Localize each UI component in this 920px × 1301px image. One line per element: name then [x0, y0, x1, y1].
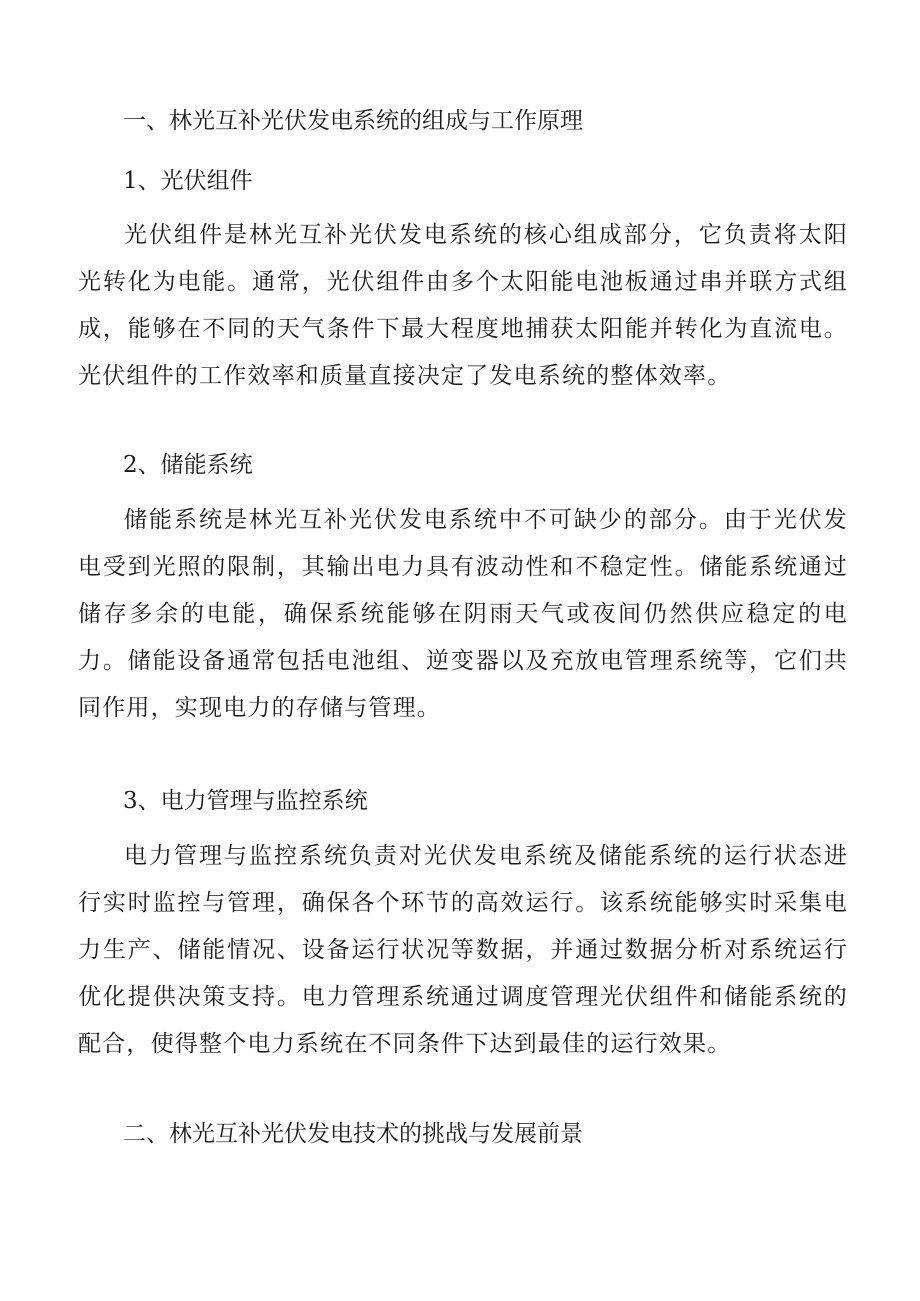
section-heading-1: 一、林光互补光伏发电系统的组成与工作原理 [123, 108, 583, 134]
subsection-heading-energy-storage: 2、储能系统 [123, 452, 253, 478]
subsection-heading-pv-modules: 1、光伏组件 [123, 168, 253, 194]
paragraph-power-management: 电力管理与监控系统负责对光伏发电系统及储能系统的运行状态进行实时监控与管理，确保各个环节的高效运行。该系统能够实时采集电力生产、储能情况、设备运行状况等数据，并通过数据分析对系统运行优化提供决策支持。电力管理系统通过调度管理光伏组件和储能系统的配合，使得整个电力系统在不同条件下达到最佳的运行效果。 [78, 843, 848, 1057]
subsection-heading-power-management: 3、电力管理与监控系统 [123, 788, 368, 814]
paragraph-pv-modules: 光伏组件是林光互补光伏发电系统的核心组成部分，它负责将太阳光转化为电能。通常，光伏组件由多个太阳能电池板通过串并联方式组成，能够在不同的天气条件下最大程度地捕获太阳能并转化为直流电。光伏组件的工作效率和质量直接决定了发电系统的整体效率。 [78, 222, 848, 389]
paragraph-energy-storage: 储能系统是林光互补光伏发电系统中不可缺少的部分。由于光伏发电受到光照的限制，其输出电力具有波动性和不稳定性。储能系统通过储存多余的电能，确保系统能够在阴雨天气或夜间仍然供应稳定的电力。储能设备通常包括电池组、逆变器以及充放电管理系统等，它们共同作用，实现电力的存储与管理。 [78, 507, 848, 721]
section-heading-2: 二、林光互补光伏发电技术的挑战与发展前景 [123, 1121, 583, 1147]
